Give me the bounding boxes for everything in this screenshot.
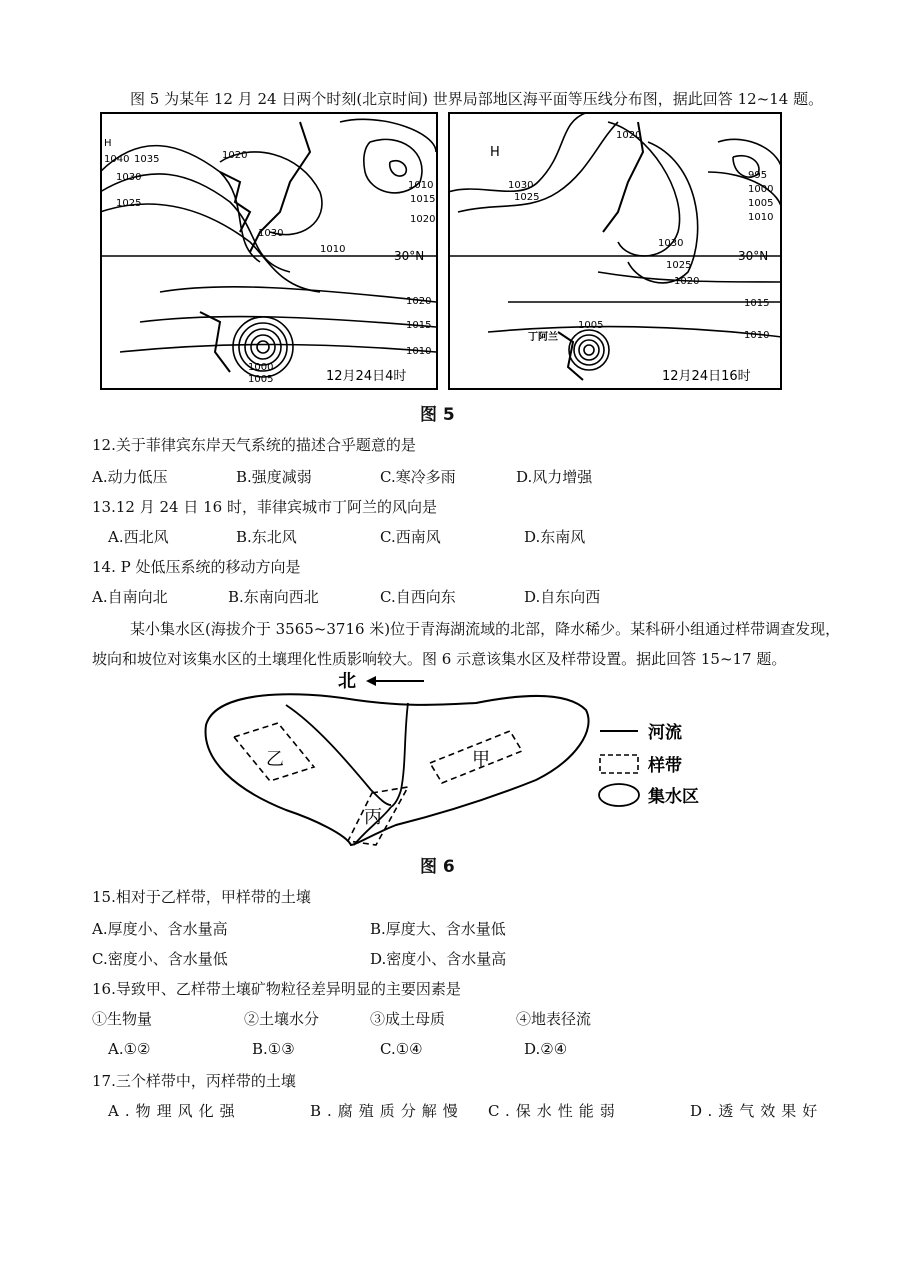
svg-text:1020: 1020 <box>616 130 642 141</box>
q15-stem: 15.相对于乙样带，甲样带的土壤 <box>92 888 311 906</box>
legend-strip-icon <box>600 755 638 773</box>
intro-fig6-line2: 坡向和坡位对该集水区的土壤理化性质影响较大。图 6 示意该集水区及样带设置。据此回答 15~17 题。 <box>92 650 787 668</box>
q14-option-c: C.自西向东 <box>380 588 456 606</box>
label-h: H <box>104 138 112 149</box>
figure-5-caption: 图 5 <box>420 405 455 425</box>
q14-stem: 14. P 处低压系统的移动方向是 <box>92 558 301 576</box>
q17-option-b: B.腐殖质分解慢 <box>310 1102 464 1120</box>
svg-text:30°N: 30°N <box>738 249 769 263</box>
q13-stem: 13.12 月 24 日 16 时，菲律宾城市丁阿兰的风向是 <box>92 498 437 516</box>
map-right-time: 12月24日16时 <box>662 369 751 384</box>
svg-text:1000: 1000 <box>748 184 774 195</box>
river-main <box>286 705 391 805</box>
q12-stem: 12.关于菲律宾东岸天气系统的描述合乎题意的是 <box>92 436 416 454</box>
q17-option-a: A.物理风化强 <box>108 1102 241 1120</box>
svg-text:1005: 1005 <box>578 320 604 331</box>
svg-text:1020: 1020 <box>222 150 248 161</box>
svg-text:1010: 1010 <box>406 346 432 357</box>
q15-option-b: B.厚度大、含水量低 <box>370 920 506 938</box>
q16-option-d: D.②④ <box>524 1040 568 1058</box>
pressure-map-left <box>100 112 438 390</box>
q13-option-a: A.西北风 <box>108 528 169 546</box>
q14-option-d: D.自东向西 <box>524 588 601 606</box>
svg-text:H: H <box>490 145 500 160</box>
q14-option-b: B.东南向西北 <box>228 588 319 606</box>
legend-catchment: 集水区 <box>648 787 699 807</box>
svg-text:1010: 1010 <box>748 212 774 223</box>
svg-text:1035: 1035 <box>134 154 160 165</box>
svg-text:1025: 1025 <box>514 192 540 203</box>
legend-catchment-icon <box>599 784 639 806</box>
svg-text:1015: 1015 <box>744 298 770 309</box>
svg-text:1020: 1020 <box>406 296 432 307</box>
map-left-time: 12月24日4时 <box>326 369 407 384</box>
q16-stem: 16.导致甲、乙样带土壤矿物粒径差异明显的主要因素是 <box>92 980 461 998</box>
svg-text:1030: 1030 <box>658 238 684 249</box>
q12-option-d: D.风力增强 <box>516 468 593 486</box>
svg-text:1015: 1015 <box>406 320 432 331</box>
north-label: 北 <box>338 671 356 692</box>
q16-option-c: C.①④ <box>380 1040 423 1058</box>
svg-text:1010: 1010 <box>744 330 770 341</box>
svg-text:1030: 1030 <box>508 180 534 191</box>
q12-option-a: A.动力低压 <box>92 468 168 486</box>
q14-option-a: A.自南向北 <box>92 588 168 606</box>
svg-text:995: 995 <box>748 170 768 181</box>
svg-text:1020: 1020 <box>674 276 700 287</box>
q16-factor-1: ①生物量 <box>92 1010 153 1028</box>
intro-fig6-line1: 某小集水区(海拔介于 3565~3716 米)位于青海湖流域的北部，降水稀少。某科研小组通过样带调查发现， <box>130 620 841 638</box>
svg-text:1010: 1010 <box>320 244 346 255</box>
legend-river: 河流 <box>648 723 682 743</box>
q16-option-b: B.①③ <box>252 1040 295 1058</box>
svg-text:1030: 1030 <box>258 228 284 239</box>
q16-factor-2: ②土壤水分 <box>244 1010 320 1028</box>
q12-option-c: C.寒冷多雨 <box>380 468 456 486</box>
q13-option-b: B.东北风 <box>236 528 297 546</box>
catchment-diagram <box>196 665 706 850</box>
q12-option-b: B.强度减弱 <box>236 468 312 486</box>
q16-option-a: A.①② <box>108 1040 151 1058</box>
svg-text:1015: 1015 <box>410 194 436 205</box>
q17-option-d: D.透气效果好 <box>690 1102 824 1120</box>
svg-text:1025: 1025 <box>116 198 142 209</box>
svg-text:1005: 1005 <box>248 374 274 385</box>
q13-option-c: C.西南风 <box>380 528 441 546</box>
q13-option-d: D.东南风 <box>524 528 586 546</box>
svg-text:1020: 1020 <box>410 214 436 225</box>
north-arrow-icon <box>366 676 424 686</box>
pressure-map-right <box>448 112 782 390</box>
label-yi: 乙 <box>266 749 284 770</box>
svg-text:1030: 1030 <box>116 172 142 183</box>
label-jia: 甲 <box>472 749 490 770</box>
svg-text:30°N: 30°N <box>394 249 425 263</box>
q15-option-c: C.密度小、含水量低 <box>92 950 228 968</box>
label-bing: 丙 <box>364 807 382 828</box>
svg-text:1040: 1040 <box>104 154 130 165</box>
svg-text:1025: 1025 <box>666 260 692 271</box>
city-dingalan: 丁阿兰 <box>528 332 558 343</box>
svg-text:1010: 1010 <box>408 180 434 191</box>
catchment-boundary <box>206 694 589 845</box>
q17-option-c: C.保水性能弱 <box>488 1102 621 1120</box>
figure-6-caption: 图 6 <box>420 857 455 877</box>
q16-factor-4: ④地表径流 <box>516 1010 592 1028</box>
q15-option-a: A.厚度小、含水量高 <box>92 920 228 938</box>
q16-factor-3: ③成土母质 <box>370 1010 446 1028</box>
legend-strip: 样带 <box>648 756 682 776</box>
intro-fig5: 图 5 为某年 12 月 24 日两个时刻(北京时间) 世界局部地区海平面等压线分布图，据此回答 12~14 题。 <box>130 90 824 108</box>
svg-text:1000: 1000 <box>248 362 274 373</box>
q15-option-d: D.密度小、含水量高 <box>370 950 507 968</box>
q17-stem: 17.三个样带中，丙样带的土壤 <box>92 1072 296 1090</box>
svg-text:1005: 1005 <box>748 198 774 209</box>
